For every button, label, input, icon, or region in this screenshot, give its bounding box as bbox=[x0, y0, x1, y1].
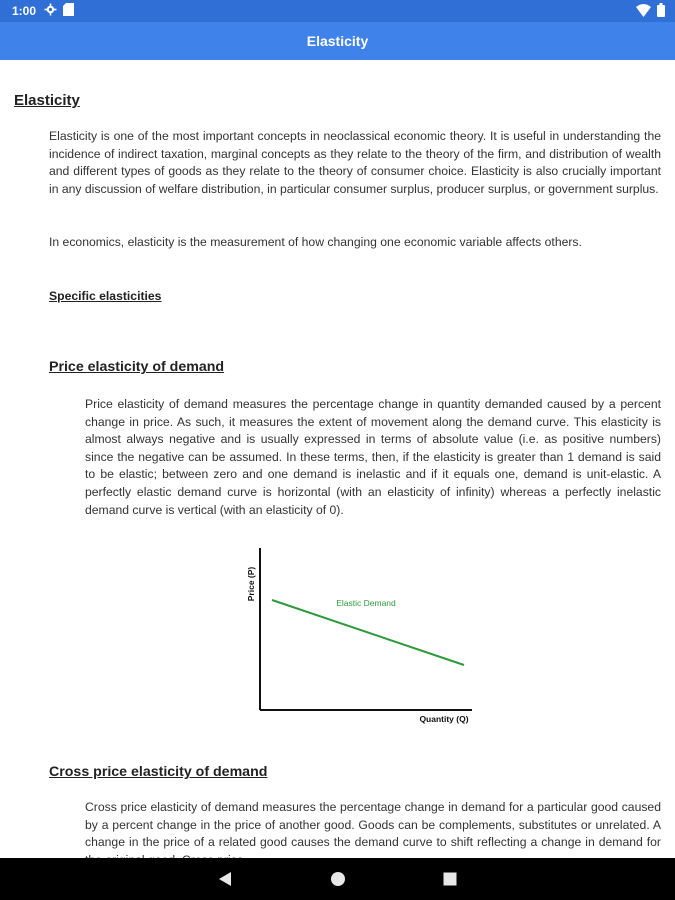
article-content[interactable] bbox=[0, 60, 675, 858]
battery-icon bbox=[657, 3, 665, 20]
gear-icon bbox=[44, 3, 57, 19]
section-title-price-elasticity: Price elasticity of demand bbox=[49, 359, 225, 375]
home-icon[interactable] bbox=[331, 871, 345, 892]
app-bar bbox=[0, 22, 675, 60]
back-icon[interactable] bbox=[218, 871, 232, 892]
intro-paragraph-1: Elasticity is one of the most important concepts in neoclassical economic theory. It is useful in understanding the incidence of indirect taxation, marginal concepts as they relate to the theory of the firm, and distribution of wealth and different types of goods as they relate to the theory of consumer choice. Elasticity is also crucially important in any discussion of welfare distribution, in particular consumer surplus, producer surplus, or government surplus. bbox=[49, 129, 661, 196]
y-axis-label: Price (P) bbox=[246, 566, 256, 602]
section-title-cross-price-elasticity: Cross price elasticity of demand bbox=[49, 764, 268, 780]
section-body-price-elasticity: Price elasticity of demand measures the percentage change in quantity demanded caused by a percent change in price. As such, it measures the extent of movement along the demand curve. This elasticity is almost always negative and is usually expressed in terms of absolute value (i.e. as positive numbers) since the negative can be assumed. In these terms, then, if the elasticity is greater than 1 demand is said to be elastic; between zero and one demand is inelastic and if it equals one, demand is unit-elastic. A perfectly elastic demand curve is horizontal (with an elasticity of infinity) whereas a perfectly inelastic demand curve is vertical (with an elasticity of 0). bbox=[85, 397, 661, 517]
recents-icon[interactable] bbox=[443, 871, 457, 892]
status-icons-left bbox=[44, 3, 74, 19]
section-body-cross-price-elasticity: Cross price elasticity of demand measures the percentage change in demand for a particular good caused by a percent change in the price of another good. Goods can be complements, substitutes or unrelated. A change in the price of a related good causes the demand curve to shift reflecting a change in demand for bbox=[85, 800, 661, 850]
demand-curve-label: Elastic Demand bbox=[336, 598, 396, 608]
intro-paragraph-2: In economics, elasticity is the measurement of how changing one economic variable affects others. bbox=[49, 235, 582, 249]
subheading-specific-elasticities: Specific elasticities bbox=[49, 289, 162, 303]
demand-curve bbox=[272, 600, 464, 665]
status-time: 1:00 bbox=[12, 4, 37, 18]
status-icons-right bbox=[636, 3, 665, 20]
status-bar bbox=[0, 0, 675, 22]
wifi-icon bbox=[636, 4, 651, 20]
x-axis-label: Quantity (Q) bbox=[419, 714, 469, 724]
system-nav-bar bbox=[0, 858, 675, 900]
sd-card-icon bbox=[63, 3, 74, 19]
elastic-demand-figure bbox=[236, 544, 486, 734]
article-heading: Elasticity bbox=[14, 92, 80, 109]
app-title: Elasticity bbox=[306, 33, 369, 49]
